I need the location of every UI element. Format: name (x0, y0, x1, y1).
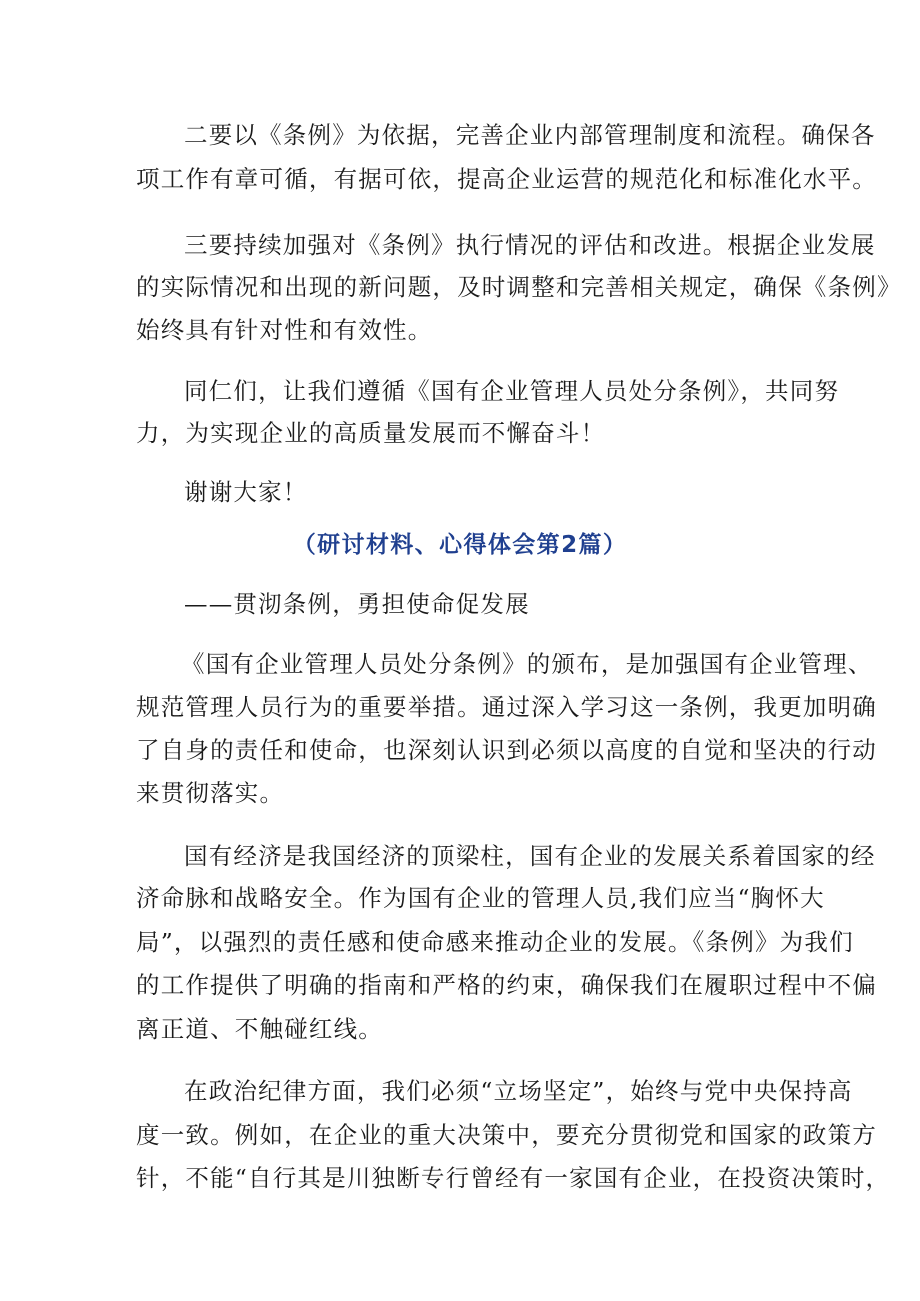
paragraph-line: 力，为实现企业的高质量发展而不懈奋斗！ (136, 419, 606, 447)
section-heading: （研讨材料、心得体会第2篇） (292, 532, 628, 558)
closing-line: 谢谢大家！ (184, 478, 308, 506)
paragraph-line: 三要持续加强对《条例》执行情况的评估和改进。根据企业发展 (184, 231, 876, 259)
paragraph-line: 的实际情况和出现的新问题，及时调整和完善相关规定，确保《条例》 (136, 273, 902, 301)
paragraph-line: 《国有企业管理人员处分条例》的颁布，是加强国有企业管理、 (181, 650, 873, 678)
subtitle: ——贯沏条例，勇担使命促发展 (184, 590, 530, 618)
paragraph-line: 始终具有针对性和有效性。 (136, 316, 433, 344)
paragraph-line: 针，不能“自行其是川独断专行曾经有一家国有企业，在投资决策时， (136, 1164, 891, 1192)
paragraph-line: 项工作有章可循，有据可依，提高企业运营的规范化和标准化水平。 (136, 165, 877, 193)
paragraph-line: 度一致。例如，在企业的重大决策中，要充分贯彻党和国家的政策方 (136, 1121, 877, 1149)
paragraph-line: 的工作提供了明确的指南和严格的约束，确保我们在履职过程中不偏 (136, 971, 877, 999)
paragraph-line: 同仁们，让我们遵循《国有企业管理人员处分条例》，共同努 (184, 377, 840, 405)
paragraph-line: 了自身的责任和使命，也深刻认识到必须以高度的自觉和坚决的行动 (136, 736, 877, 764)
paragraph-line: 离正道、不触碰红线。 (136, 1015, 383, 1043)
paragraph-line: 国有经济是我国经济的顶梁柱，国有企业的发展关系着国家的经 (184, 842, 876, 870)
paragraph-line: 在政治纪律方面，我们必须“立场坚定”，始终与党中央保持高 (184, 1077, 853, 1105)
paragraph-line: 来贯彻落实。 (136, 779, 285, 807)
paragraph-line: 二要以《条例》为依据，完善企业内部管理制度和流程。确保各 (184, 121, 876, 149)
paragraph-line: 局”，以强烈的责任感和使命感来推动企业的发展。《条例》为我们 (136, 928, 854, 956)
paragraph-line: 规范管理人员行为的重要举措。通过深入学习这一条例，我更加明确 (136, 693, 877, 721)
paragraph-line: 济命脉和战略安全。作为国有企业的管理人员,我们应当“胸怀大 (136, 884, 825, 912)
